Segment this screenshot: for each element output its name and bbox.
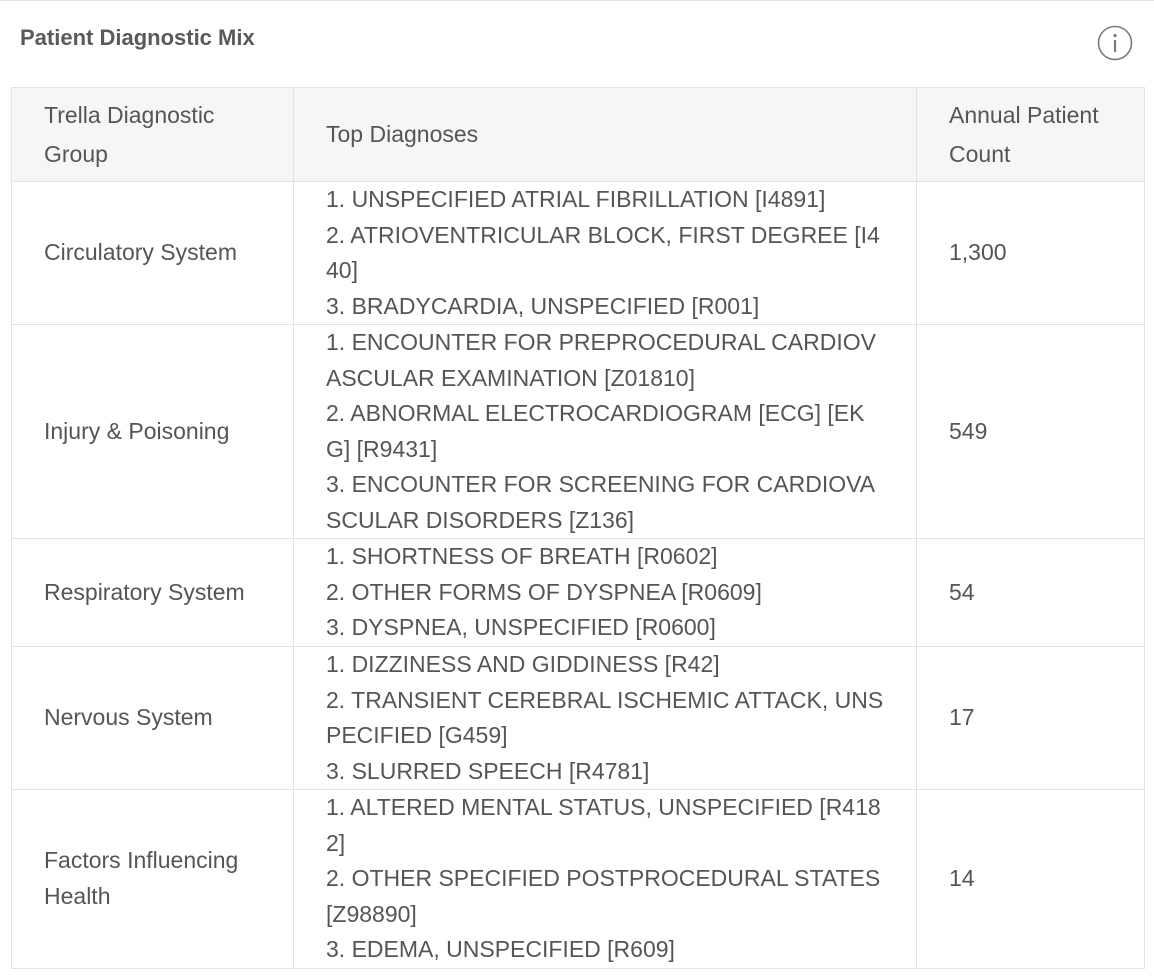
top-diagnoses-cell (294, 539, 917, 647)
diagnosis-item: 1. SHORTNESS OF BREATH [R0602] (326, 543, 718, 570)
diagnosis-item: 2. OTHER FORMS OF DYSPNEA [R0609] (326, 578, 762, 605)
diagnosis-item: 2. TRANSIENT CEREBRAL ISCHEMIC ATTACK, UNSPECIFIED [G459] (326, 686, 884, 748)
diagnostic-group-cell: Nervous System (12, 647, 294, 790)
patient-count-cell: 54 (917, 539, 1145, 647)
diagnosis-item: 3. DYSPNEA, UNSPECIFIED [R0600] (326, 614, 716, 641)
panel-title: Patient Diagnostic Mix (20, 25, 255, 50)
column-header-top-diagnoses[interactable]: Top Diagnoses (294, 88, 917, 182)
column-header-annual-patient-count[interactable]: Annual Patient Count (917, 88, 1145, 182)
diagnostic-group-cell: Respiratory System (12, 539, 294, 647)
top-diagnoses-cell (294, 325, 917, 539)
diagnosis-item: 3. ENCOUNTER FOR SCREENING FOR CARDIOVASCULAR DISORDERS [Z136] (326, 471, 876, 533)
table-row (12, 647, 1145, 790)
table-row (12, 182, 1145, 325)
table-row (12, 790, 1145, 969)
column-header-diagnostic-group[interactable]: Trella Diagnostic Group (12, 88, 294, 182)
diagnosis-item: 1. ENCOUNTER FOR PREPROCEDURAL CARDIOVASCULAR EXAMINATION [Z01810] (326, 329, 876, 391)
top-diagnoses-cell (294, 647, 917, 790)
patient-count-cell: 1,300 (917, 182, 1145, 325)
diagnosis-item: 1. ALTERED MENTAL STATUS, UNSPECIFIED [R4182] (326, 794, 881, 856)
patient-count-cell: 14 (917, 790, 1145, 969)
table-row (12, 539, 1145, 647)
diagnosis-item: 3. EDEMA, UNSPECIFIED [R609] (326, 936, 675, 962)
top-diagnoses-cell (294, 182, 917, 325)
top-diagnoses-cell (294, 790, 917, 969)
diagnostic-group-cell: Circulatory System (12, 182, 294, 325)
table-header-row (12, 88, 1145, 182)
diagnostic-group-cell: Injury & Poisoning (12, 325, 294, 539)
diagnosis-item: 2. OTHER SPECIFIED POSTPROCEDURAL STATES [Z98890] (326, 865, 881, 927)
diagnosis-item: 1. UNSPECIFIED ATRIAL FIBRILLATION [I4891] (326, 186, 826, 212)
diagnostic-group-cell: Factors Influencing Health (12, 790, 294, 969)
table-row (12, 325, 1145, 539)
patient-count-cell: 549 (917, 325, 1145, 539)
diagnosis-item: 2. ABNORMAL ELECTROCARDIOGRAM [ECG] [EKG] [R9431] (326, 400, 865, 462)
patient-count-cell: 17 (917, 647, 1145, 790)
diagnosis-item: 3. SLURRED SPEECH [R4781] (326, 757, 650, 784)
diagnosis-item: 2. ATRIOVENTRICULAR BLOCK, FIRST DEGREE [I440] (326, 221, 880, 283)
diagnosis-item: 3. BRADYCARDIA, UNSPECIFIED [R001] (326, 292, 760, 319)
diagnosis-item: 1. DIZZINESS AND GIDDINESS [R42] (326, 651, 720, 677)
diagnostic-mix-table (11, 87, 1145, 969)
info-circle-icon[interactable] (1097, 25, 1133, 61)
